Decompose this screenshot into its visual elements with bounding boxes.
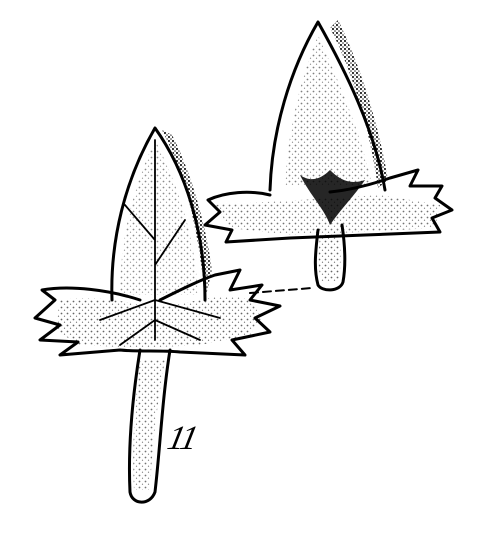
- seedling-front-view: [35, 128, 280, 502]
- figure-label: 11: [164, 420, 200, 457]
- seedling-rear-view: [205, 20, 452, 290]
